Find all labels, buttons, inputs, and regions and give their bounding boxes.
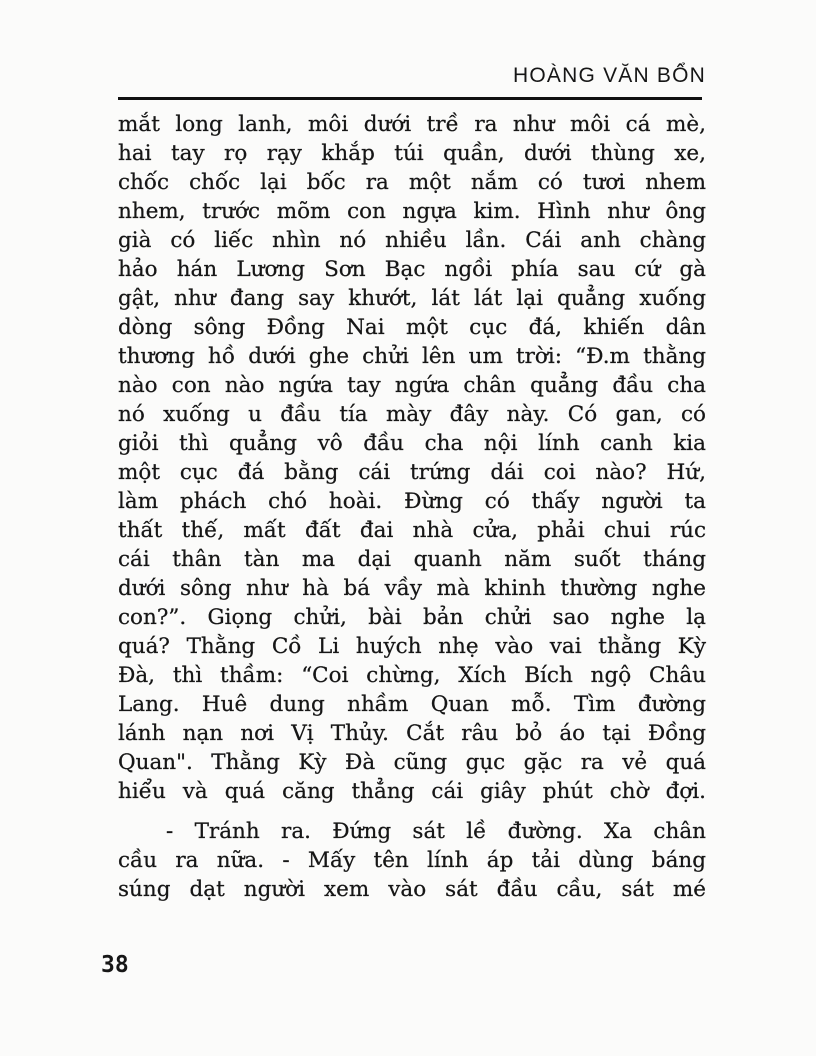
text-line: già có liếc nhìn nó nhiều lần. Cái anh chàng [118, 228, 706, 253]
text-line: giỏi thì quẳng vô đầu cha nội lính canh kia [118, 431, 706, 456]
text-line: cái thân tàn ma dại quanh năm suốt tháng [118, 547, 706, 572]
text-line: hảo hán Lương Sơn Bạc ngồi phía sau cứ gà [118, 257, 706, 282]
text-line: Lang. Huê dung nhầm Quan mỗ. Tìm đường [118, 692, 706, 717]
header-rule [118, 97, 702, 100]
text-line: quá? Thằng Cồ Li huých nhẹ vào vai thằng Kỳ [118, 634, 706, 659]
text-line: lánh nạn nơi Vị Thủy. Cắt râu bỏ áo tại Đồng [118, 721, 706, 746]
text-line: súng dạt người xem vào sát đầu cầu, sát mé [118, 877, 706, 902]
text-line: cầu ra nữa. - Mấy tên lính áp tải dùng báng [118, 848, 706, 873]
text-line: - Tránh ra. Đứng sát lề đường. Xa chân [166, 819, 706, 844]
text-line: hiểu và quá căng thẳng cái giây phút chờ đợi. [118, 779, 706, 804]
text-line: nhem, trước mõm con ngựa kim. Hình như ông [118, 199, 706, 224]
running-head [118, 64, 706, 88]
text-line: hai tay rọ rạy khắp túi quần, dưới thùng xe, [118, 141, 706, 166]
page-body [118, 110, 706, 904]
text-line: nó xuống u đầu tía mày đây này. Có gan, có [118, 402, 706, 427]
text-line: dòng sông Đồng Nai một cục đá, khiến dân [118, 315, 706, 340]
text-line: nào con nào ngứa tay ngứa chân quẳng đầu cha [118, 373, 706, 398]
text-line: thương hồ dưới ghe chửi lên um trời: “Đ.m thằng [118, 344, 706, 369]
text-line: Quan". Thằng Kỳ Đà cũng gục gặc ra vẻ quá [118, 750, 706, 775]
text-line: dưới sông như hà bá vầy mà khinh thường nghe [118, 576, 706, 601]
text-line: thất thế, mất đất đai nhà cửa, phải chui rúc [118, 518, 706, 543]
page-number: 38 [101, 952, 129, 978]
running-head-author: HOÀNG VĂN BỔN [513, 64, 706, 87]
text-line: làm phách chó hoài. Đừng có thấy người ta [118, 489, 706, 514]
text-line: Đà, thì thầm: “Coi chừng, Xích Bích ngộ Châu [118, 663, 706, 688]
text-line: con?”. Giọng chửi, bài bản chửi sao nghe lạ [118, 605, 706, 630]
text-line: gật, như đang say khướt, lát lát lại quẳng xuống [118, 286, 706, 311]
paragraph [118, 110, 706, 806]
text-line: chốc chốc lại bốc ra một nắm có tươi nhem [118, 170, 706, 195]
paragraph [118, 817, 706, 904]
text-line: mắt long lanh, môi dưới trề ra như môi cá mè, [118, 112, 706, 137]
text-line: một cục đá bằng cái trứng dái coi nào? Hứ, [118, 460, 706, 485]
